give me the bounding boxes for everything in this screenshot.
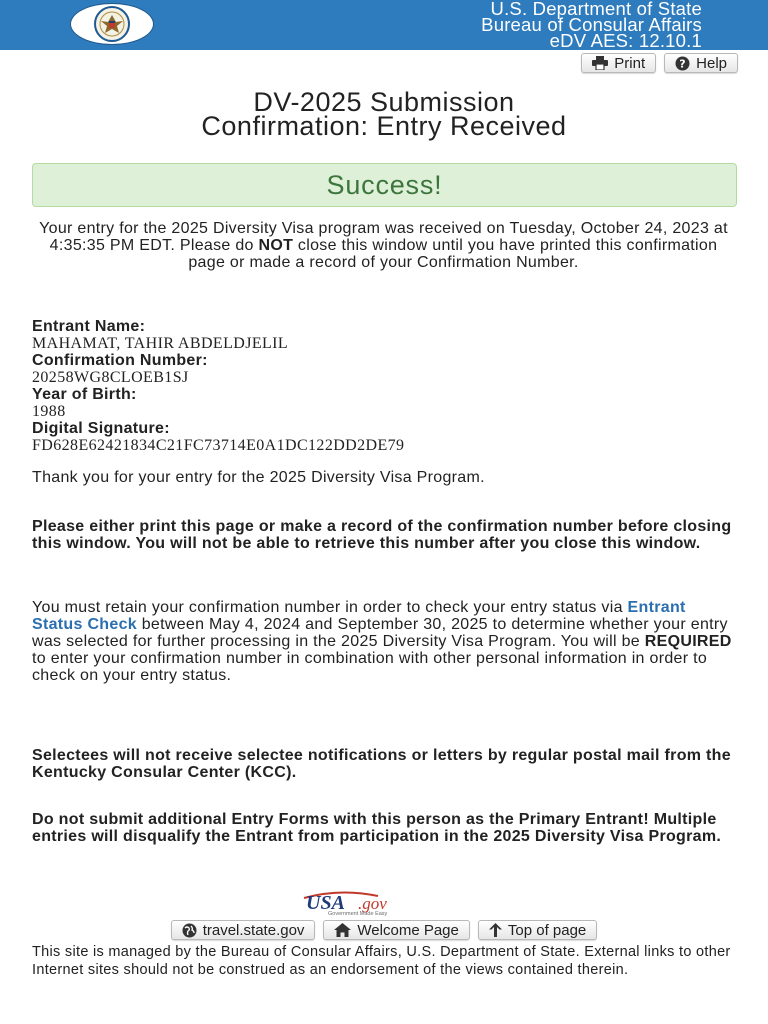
welcome-page-label: Welcome Page xyxy=(357,921,459,939)
success-banner xyxy=(32,163,737,207)
footer-disclaimer: This site is managed by the Bureau of Consular Affairs, U.S. Department of State. External links to other Internet sites should not be construed as an endorsement of the views contained therein. xyxy=(32,944,731,978)
entry-details xyxy=(32,318,735,454)
welcome-page-button[interactable] xyxy=(323,920,469,940)
retain-text-1: You must retain your confirmation number in order to check your entry status via xyxy=(32,599,628,616)
us-department-of-state-seal-icon xyxy=(70,3,154,45)
print-label: Print xyxy=(614,54,646,72)
success-text: Success! xyxy=(326,169,443,200)
question-circle-icon xyxy=(675,56,690,71)
print-warning-paragraph: Please either print this page or make a record of the confirmation number before closing this window. You will not be able to retrieve this number after you close this window. xyxy=(32,518,732,552)
intro-emphasis: NOT xyxy=(258,237,294,254)
retain-text-2: between May 4, 2024 and September 30, 2025 to determine whether your entry was selected for further processing in the 2025 Diversity Visa Program. You will be xyxy=(32,616,728,650)
toolbar xyxy=(581,53,738,73)
selectees-notice: Selectees will not receive selectee notifications or letters by regular postal mail from the Kentucky Consular Center (KCC). xyxy=(32,747,731,781)
svg-text:?: ? xyxy=(679,57,686,70)
printer-icon xyxy=(592,56,608,70)
home-icon xyxy=(334,923,351,937)
header-department: U.S. Department of State xyxy=(490,0,702,19)
intro-text-1: Your entry for the 2025 Diversity Visa program was received on Tuesday, October 24, 2023 at 4:35:35 PM EDT. Please do xyxy=(39,220,728,254)
intro-text-2: close this window until you have printed this confirmation page or made a record of your Confirmation Number. xyxy=(188,237,718,271)
confirmation-number-value: 20258WG8CLOEB1SJ xyxy=(32,369,189,386)
help-button[interactable] xyxy=(664,53,738,73)
top-of-page-label: Top of page xyxy=(507,921,587,939)
page-title-line1: DV-2025 Submission xyxy=(253,87,515,117)
usa-gov-logo[interactable] xyxy=(300,890,460,916)
globe-icon xyxy=(182,923,197,938)
year-of-birth-value: 1988 xyxy=(32,403,66,420)
digital-signature-value: FD628E62421834C21FC73714E0A1DC122DD2DE79 xyxy=(32,437,405,454)
help-label: Help xyxy=(696,54,727,72)
usa-gov-logo-suffix: .gov xyxy=(358,894,387,913)
usa-gov-logo-brand: USA xyxy=(306,892,345,914)
entrant-name-value: MAHAMAT, TAHIR ABDELDJELIL xyxy=(32,335,289,352)
travel-state-gov-label: travel.state.gov xyxy=(202,921,305,939)
entrant-status-check-link[interactable]: Entrant Status Check xyxy=(32,599,686,633)
page-title xyxy=(0,87,768,141)
header-bureau: Bureau of Consular Affairs xyxy=(481,14,702,35)
retain-text-3: to enter your confirmation number in combination with other personal information in order to check on your entry status. xyxy=(32,650,708,684)
site-header xyxy=(0,0,768,50)
print-button[interactable] xyxy=(581,53,656,73)
year-of-birth-label: Year of Birth: xyxy=(32,386,137,403)
arrow-up-icon xyxy=(489,923,502,937)
intro-paragraph xyxy=(32,220,735,271)
top-of-page-button[interactable] xyxy=(478,920,597,940)
header-title xyxy=(481,1,702,49)
footer-nav xyxy=(0,920,768,940)
header-version: eDV AES: 12.10.1 xyxy=(549,30,702,51)
usa-gov-logo-tagline: Government Made Easy xyxy=(328,911,388,916)
thank-you-paragraph: Thank you for your entry for the 2025 Diversity Visa Program. xyxy=(32,469,485,486)
travel-state-gov-button[interactable] xyxy=(171,920,316,940)
retain-confirmation-paragraph xyxy=(32,599,737,684)
digital-signature-label: Digital Signature: xyxy=(32,420,170,437)
entrant-name-label: Entrant Name: xyxy=(32,318,146,335)
do-not-submit-notice: Do not submit additional Entry Forms with this person as the Primary Entrant! Multiple entries will disqualify the Entrant from participation in the 2025 Diversity Visa Program. xyxy=(32,811,722,845)
confirmation-number-label: Confirmation Number: xyxy=(32,352,208,369)
retain-emphasis: REQUIRED xyxy=(644,633,732,650)
page-title-line2: Confirmation: Entry Received xyxy=(201,111,567,141)
